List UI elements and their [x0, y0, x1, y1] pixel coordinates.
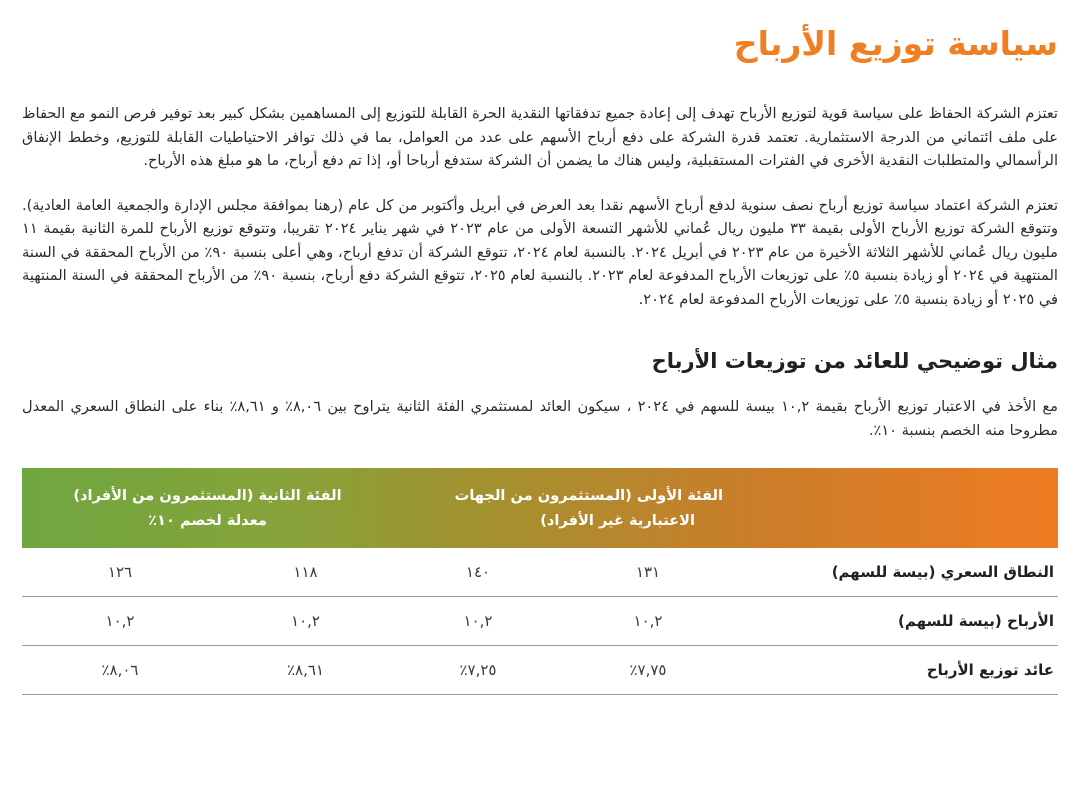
header-group-institutional — [393, 483, 733, 533]
page-title: سياسة توزيع الأرباح — [733, 24, 1058, 63]
table-cell: ١٠,٢ — [291, 612, 320, 630]
table-cell: ٨,٦١٪ — [286, 661, 324, 679]
row-label: النطاق السعري (بيسة للسهم) — [831, 563, 1054, 581]
paragraph-policy: تعتزم الشركة الحفاظ على سياسة قوية لتوزيع الأرباح تهدف إلى إعادة جميع تدفقاتها النقدية الحرة القابلة للتوزيع إلى المساهمين بشكل كبير بعد توفير فرص النمو مع الحفاظ على ملف ائتماني من الدرجة الاستثمارية. تعتمد قدرة الشركة على دفع أرباح الأسهم على عدد من العوامل، بما في ذلك توافر الاحتياطيات القابلة للتوزيع، وخطط الإنفاق الرأسمالي والمتطلبات النقدية الأخرى في الفترات المستقبلية، وليس هناك ما يضمن أن الشركة ستدفع أرباحا أو، إذا تم دفع أرباح، ما هو مبلغ هذه الأرباح. — [22, 105, 1058, 169]
row-label: الأرباح (بيسة للسهم) — [898, 612, 1054, 630]
row-label: عائد توزيع الأرباح — [926, 661, 1054, 679]
paragraph-example: مع الأخذ في الاعتبار توزيع الأرباح بقيمة ١٠,٢ بيسة للسهم في ٢٠٢٤ ، سيكون العائد لمستثمري الفئة الثانية يتراوح بين ٨,٠٦٪ و ٨,٦١٪ بناء على النطاق السعري المعدل مطروحا منه الخصم بنسبة ١٠٪. — [22, 398, 1058, 439]
table-cell: ١٠,٢ — [105, 612, 135, 630]
table-cell: ١٣١ — [635, 563, 661, 581]
table-cell: ١١٨ — [293, 563, 318, 581]
header-group-1-line2: الاعتبارية غير الأفراد) — [540, 512, 695, 529]
header-group-1-line1: الفئة الأولى (المستثمرون من الجهات — [454, 487, 723, 504]
table-row — [22, 548, 1058, 597]
table-row — [22, 646, 1058, 695]
section-subtitle: مثال توضيحي للعائد من توزيعات الأرباح — [651, 349, 1058, 373]
paragraph-schedule: تعتزم الشركة اعتماد سياسة توزيع أرباح نصف سنوية لدفع أرباح الأسهم نقدا بعد العرض في أبريل وأكتوبر من كل عام (رهنا بموافقة مجلس الإدارة والجمعية العامة العادية). وتتوقع الشركة توزيع الأرباح الأولى بقيمة ٣٣ مليون ريال عُماني للأشهر التسعة الأولى من عام ٢٠٢٣ في شهر يناير ٢٠٢٤ تقريبا، وتتوقع توزيع الأرباح للمرة الثانية بقيمة ١١ مليون ريال عُماني للأشهر الثلاثة الأخيرة من عام ٢٠٢٣ في أبريل ٢٠٢٤. بالنسبة لعام ٢٠٢٤، تتوقع الشركة أن تدفع أرباح، وهي أعلى بنسبة ٩٠٪ من الأرباح المحققة في السنة المنتهية في ٢٠٢٤ أو زيادة بنسبة ٥٪ على توزيعات الأرباح المدفوعة لعام ٢٠٢٣. بالنسبة لعام ٢٠٢٥، تتوقع الشركة دفع أرباح، بنسبة ٩٠٪ من الأرباح المحققة في السنة المنتهية في ٢٠٢٥ أو زيادة بنسبة ٥٪ على توزيعات الأرباح المدفوعة لعام ٢٠٢٤. — [22, 196, 1059, 308]
table-cell: ٧,٧٥٪ — [629, 661, 667, 679]
dividend-table — [22, 468, 1058, 695]
table-row — [22, 597, 1058, 646]
table-cell: ١٤٠ — [465, 563, 491, 581]
header-group-individual — [22, 483, 393, 533]
header-group-2-line2: معدلة لخصم ١٠٪ — [148, 512, 267, 529]
table-cell: ٨,٠٦٪ — [101, 661, 139, 679]
table-cell: ١٠,٢ — [633, 612, 663, 630]
table-cell: ٧,٢٥٪ — [459, 661, 497, 679]
table-header — [22, 468, 1058, 548]
header-group-2-line1: الفئة الثانية (المستثمرون من الأفراد) — [73, 487, 342, 504]
table-cell: ١٢٦ — [107, 563, 133, 581]
table-cell: ١٠,٢ — [463, 612, 493, 630]
